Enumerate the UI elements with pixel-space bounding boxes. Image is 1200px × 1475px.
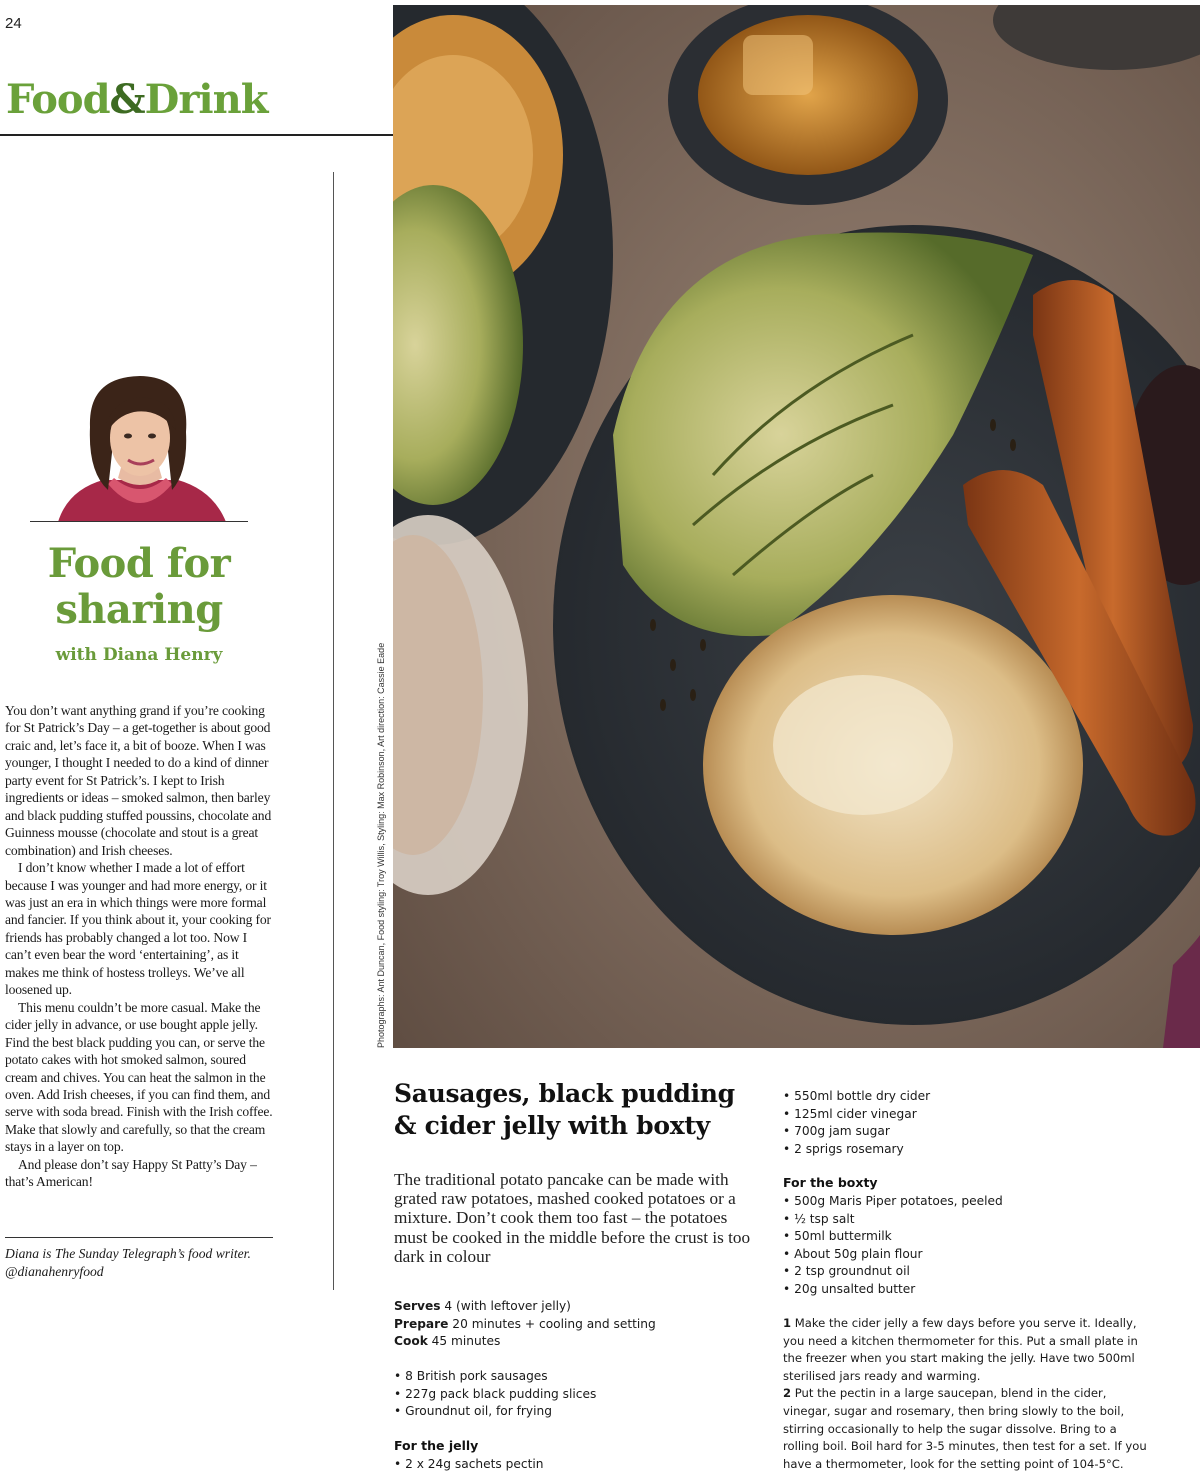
column-divider — [333, 172, 334, 1290]
section-title-food: Food — [6, 76, 110, 123]
column-headline — [0, 541, 278, 633]
recipe-meta — [394, 1298, 764, 1351]
prepare-line — [394, 1316, 764, 1334]
author-portrait — [48, 372, 233, 522]
section-title — [6, 76, 268, 123]
column-paragraph: And please don’t say Happy St Patty’s Day – that’s American! — [5, 1156, 257, 1190]
headline-line-2: sharing — [55, 586, 223, 633]
jelly-ingredient-item: • 125ml cider vinegar — [783, 1106, 1163, 1124]
jelly-ingredient-item: • 2 x 24g sachets pectin — [394, 1456, 764, 1474]
serves-line — [394, 1298, 764, 1316]
serves-label: Serves — [394, 1299, 441, 1313]
method-step — [783, 1385, 1153, 1473]
jelly-ingredients-list-start — [394, 1456, 764, 1474]
column-paragraph: I don’t know whether I made a lot of effort because I was younger and had more energy, or it was just an era in which things were more formal and fancier. If you think about it, your cooking for friends has probably changed a lot too. Now I can’t even bear the word ‘entertaining’, as it makes me think of hostess trolleys. We’ve all loosened up. — [5, 860, 271, 998]
recipe-intro: The traditional potato pancake can be made with grated raw potatoes, mashed cooked potatoes or a mixture. Don’t cook them too fast – the potatoes must be cooked in the middle before the crust is too dark in colour — [394, 1170, 751, 1266]
section-title-drink: Drink — [144, 76, 268, 123]
prepare-value: 20 minutes + cooling and setting — [448, 1316, 656, 1331]
boxty-ingredient-item: • 500g Maris Piper potatoes, peeled — [783, 1193, 1163, 1211]
ingredient-item: • 227g pack black pudding slices — [394, 1386, 764, 1404]
jelly-heading: For the jelly — [394, 1438, 479, 1453]
column-paragraph: You don’t want anything grand if you’re cooking for St Patrick’s Day – a get-together is about good craic and, let’s face it, a bit of booze. When I was younger, I thought I needed to do a kind of dinner party event for St Patrick’s. I kept to Irish ingredients or ideas – smoked salmon, then barley and black pudding stuffed poussins, chocolate and Guinness mousse (chocolate and stout is a great combination) and Irish cheeses. — [5, 703, 272, 858]
boxty-heading: For the boxty — [783, 1175, 878, 1190]
headline-line-1: Food for — [47, 540, 231, 587]
photo-credit: Photographs: Ant Duncan, Food styling: Troy Willis, Styling: Max Robinson, Art direction: Cassie Eade — [376, 642, 386, 1048]
cook-line — [394, 1333, 764, 1351]
page-number: 24 — [5, 15, 22, 32]
method-step — [783, 1315, 1153, 1385]
method-step-number: 1 — [783, 1316, 792, 1330]
section-rule — [0, 134, 393, 136]
portrait-rule — [30, 521, 248, 522]
method-step-number: 2 — [783, 1386, 792, 1401]
column-body — [5, 702, 275, 1191]
section-title-ampersand: & — [109, 76, 145, 123]
cook-label: Cook — [394, 1334, 428, 1349]
recipe-title-line-2: & cider jelly with boxty — [394, 1111, 710, 1140]
boxty-ingredient-item: • About 50g plain flour — [783, 1246, 1163, 1264]
jelly-ingredient-item: • 2 sprigs rosemary — [783, 1141, 1163, 1159]
cook-value: 45 minutes — [427, 1334, 501, 1349]
jelly-ingredient-item: • 550ml bottle dry cider — [783, 1088, 1163, 1106]
prepare-label: Prepare — [394, 1316, 449, 1331]
serves-value: 4 (with leftover jelly) — [440, 1299, 571, 1313]
ingredient-item: • 8 British pork sausages — [394, 1368, 764, 1386]
boxty-ingredient-item: • ½ tsp salt — [783, 1211, 1163, 1229]
method-step-text: Put the pectin in a large saucepan, blend in the cider, vinegar, sugar and rosemary, then bring slowly to the boil, stirring occasionally to help the sugar dissolve. Bring to a rolling boil. Boil hard for 3-5 minutes, then test for a set. If you have a thermometer, look for the setting point of 104-5°C. — [783, 1386, 1147, 1471]
author-note: Diana is The Sunday Telegraph’s food writer. @dianahenryfood — [5, 1246, 251, 1279]
recipe-title-line-1: Sausages, black pudding — [394, 1079, 735, 1108]
method-steps — [783, 1315, 1153, 1473]
ingredient-item: • Groundnut oil, for frying — [394, 1403, 764, 1421]
author-note-rule — [5, 1237, 273, 1238]
main-ingredients-list — [394, 1368, 764, 1421]
jelly-ingredients-list-continued — [783, 1088, 1163, 1158]
jelly-ingredient-item: • 700g jam sugar — [783, 1123, 1163, 1141]
boxty-ingredient-item: • 50ml buttermilk — [783, 1228, 1163, 1246]
boxty-ingredients-list — [783, 1193, 1163, 1299]
boxty-ingredient-item: • 2 tsp groundnut oil — [783, 1263, 1163, 1281]
food-photo — [393, 5, 1200, 1048]
method-step-text: Make the cider jelly a few days before you serve it. Ideally, you need a kitchen thermometer for this. Put a small plate in the freezer when you start making the jelly. Have two 500ml sterilised jars ready and warming. — [783, 1316, 1138, 1383]
column-byline: with Diana Henry — [55, 645, 223, 665]
boxty-ingredient-item: • 20g unsalted butter — [783, 1281, 1163, 1299]
column-paragraph: This menu couldn’t be more casual. Make the cider jelly in advance, or use bought apple jelly. Find the best black pudding you can, or serve the potato cakes with hot smoked salmon, soured cream and chives. You can heat the salmon in the oven. Add Irish cheeses, if you can find them, and serve with soda bread. Finish with the Irish coffee. Make that slowly and carefully, so that the cream stays in a layer on top. — [5, 999, 273, 1155]
recipe-title — [394, 1078, 764, 1142]
